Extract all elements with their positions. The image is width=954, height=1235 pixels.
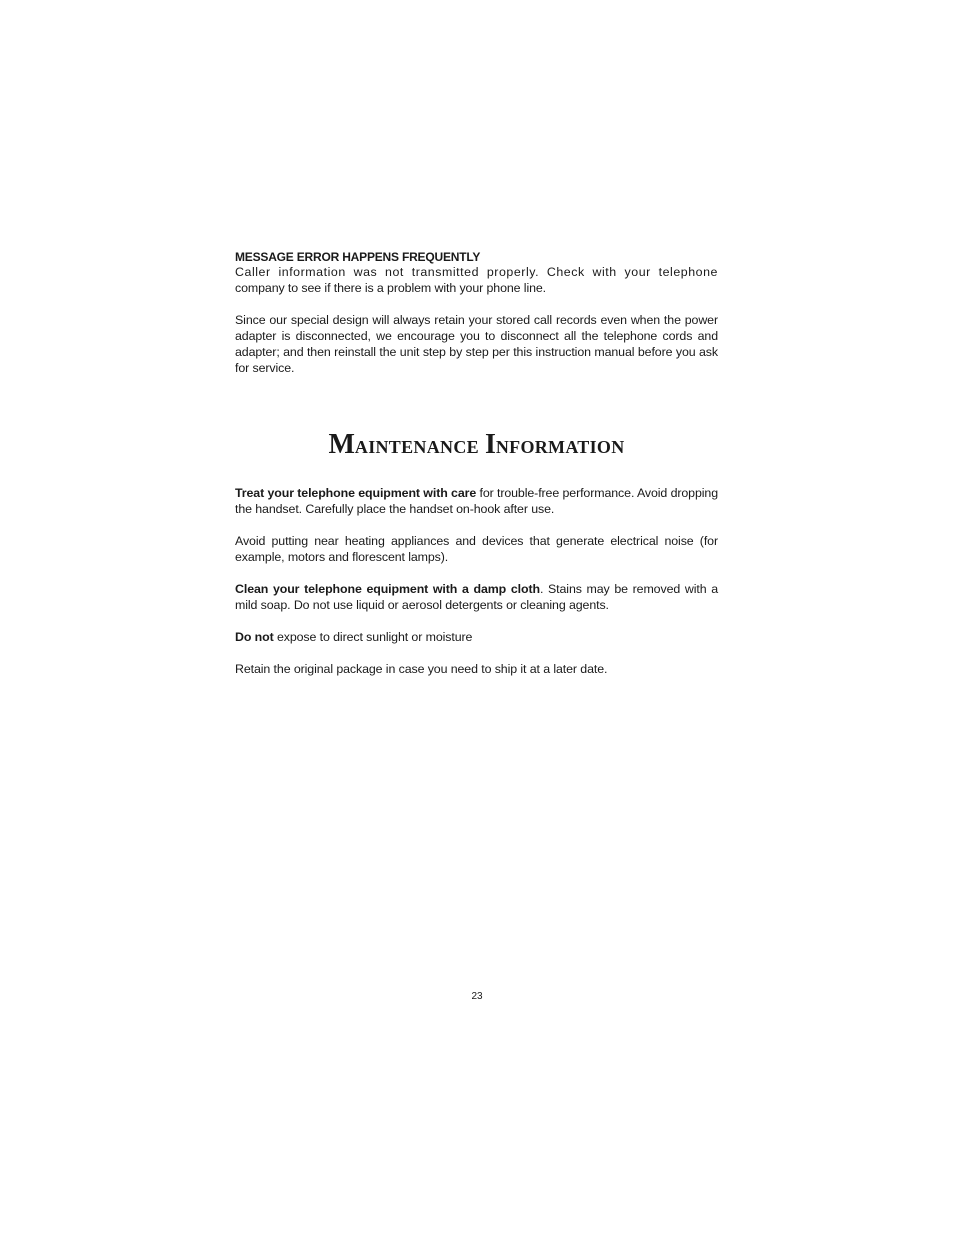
maintenance-paragraph-1: [235, 486, 718, 518]
page-number: 23: [471, 991, 483, 1002]
title-initial-m: M: [328, 429, 355, 461]
care-bold: Treat your telephone equipment with care: [235, 486, 477, 501]
spacer: [235, 518, 718, 534]
troubleshooting-paragraph-2: Since our special design will always retain your stored call records even when the power adapter is disconnected, we encourage you to disconnect all the telephone cords and adapter; and then reinstall the unit step by step per this instruction manual before you ask for service.: [235, 312, 718, 375]
title-initial-i: I: [484, 429, 496, 461]
title-rest-2: NFORMATION: [495, 437, 625, 458]
spacer: [235, 459, 718, 486]
title-rest-1: AINTENANCE: [354, 437, 479, 458]
troubleshooting-heading: MESSAGE ERROR HAPPENS FREQUENTLY: [235, 250, 481, 264]
section-title: [235, 431, 718, 459]
maintenance-paragraph-2: Avoid putting near heating appliances and devices that generate electrical noise (for example, motors and florescent lamps).: [235, 534, 718, 565]
care-text: for trouble-free performance. Avoid dropping the handset. Carefully place the handset on-hook after use.: [235, 486, 718, 517]
spacer: [235, 566, 718, 582]
spacer: [235, 646, 718, 662]
page-content: [235, 250, 718, 678]
spacer: [235, 297, 718, 313]
clean-bold: Clean your telephone equipment with a damp cloth: [235, 582, 540, 597]
clean-text: . Stains may be removed with a mild soap. Do not use liquid or aerosol detergents or cleaning agents.: [235, 582, 719, 612]
troubleshooting-line-2: company to see if there is a problem with your phone line.: [235, 280, 547, 295]
maintenance-paragraph-4: [235, 630, 718, 646]
do-not-text: expose to direct sunlight or moisture: [273, 629, 473, 644]
spacer: [235, 614, 718, 630]
spacer: [235, 376, 718, 431]
maintenance-paragraph-3: [235, 582, 718, 614]
troubleshooting-line-1: Caller information was not transmitted properly. Check with your telephone: [235, 265, 718, 279]
maintenance-paragraph-5: Retain the original package in case you need to ship it at a later date.: [235, 661, 608, 676]
do-not-bold: Do not: [235, 629, 274, 644]
